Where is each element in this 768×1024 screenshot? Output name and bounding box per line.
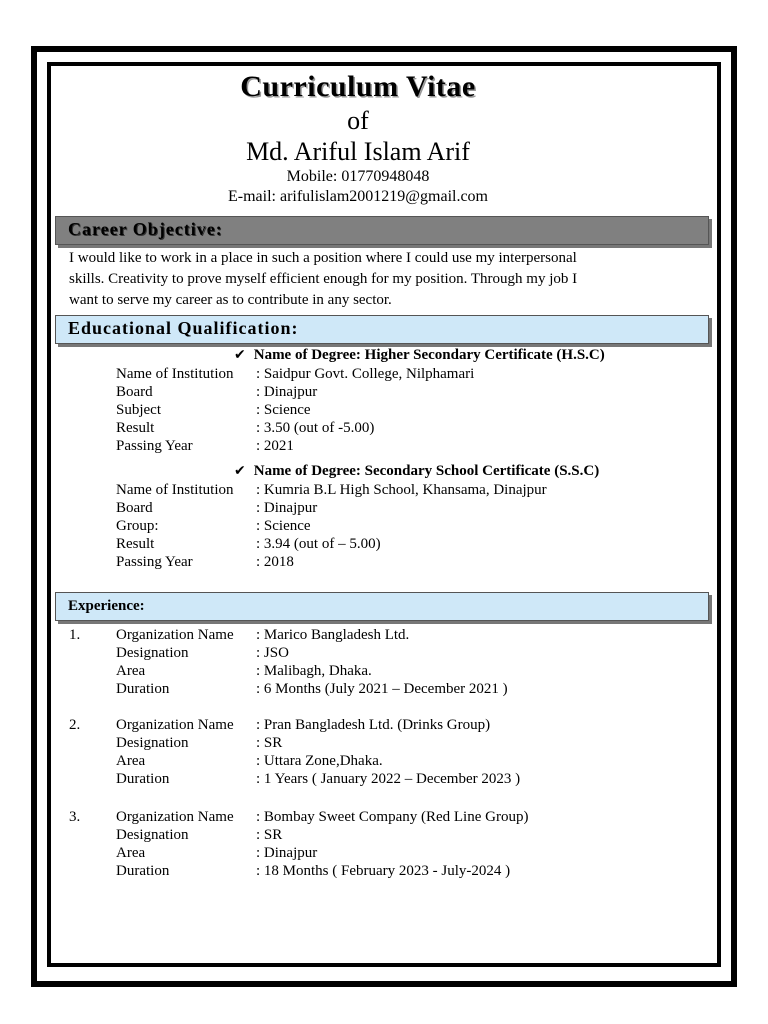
- job-3-label: Designation: [116, 827, 189, 843]
- job-number: 2.: [69, 717, 81, 733]
- hsc-value: : 2021: [256, 438, 294, 454]
- checkmark-icon: ✔: [234, 463, 246, 479]
- job-number: 3.: [69, 809, 81, 825]
- ssc-value: : 3.94 (out of – 5.00): [256, 536, 381, 552]
- hsc-value: : Science: [256, 402, 311, 418]
- job-3-label: Area: [116, 845, 146, 861]
- degree-title-text: Name of Degree: Secondary School Certificate (S.S.C): [253, 463, 600, 479]
- job-3-label: Organization Name: [116, 809, 234, 825]
- degree-title-hsc: [234, 347, 605, 364]
- hsc-label: Board: [116, 384, 153, 400]
- job-3-value: : Bombay Sweet Company (Red Line Group): [256, 809, 529, 825]
- ssc-value: : Dinajpur: [256, 500, 318, 516]
- career-line-3: want to serve my career as to contribute in any sector.: [69, 292, 392, 308]
- hsc-label: Subject: [116, 402, 161, 418]
- career-line-1: I would like to work in a place in such a position where I could use my interpersonal: [69, 250, 577, 266]
- checkmark-icon: ✔: [234, 347, 246, 363]
- title-of: of: [347, 106, 369, 135]
- hsc-value: : Saidpur Govt. College, Nilphamari: [256, 366, 475, 382]
- degree-title-ssc: [234, 463, 599, 480]
- job-2-label: Area: [116, 753, 146, 769]
- job-2-value: : SR: [256, 735, 283, 751]
- ssc-value: : Science: [256, 518, 311, 534]
- job-1-label: Designation: [116, 645, 189, 661]
- education-heading: Educational Qualification:: [68, 318, 299, 338]
- document-title: Curriculum Vitae: [240, 70, 476, 103]
- applicant-name: Md. Ariful Islam Arif: [246, 137, 470, 166]
- experience-heading-bar: [55, 592, 709, 621]
- mobile-number: Mobile: 01770948048: [286, 168, 430, 185]
- hsc-value: : Dinajpur: [256, 384, 318, 400]
- job-1-value: : Malibagh, Dhaka.: [256, 663, 372, 679]
- job-1-value: : JSO: [256, 645, 289, 661]
- hsc-value: : 3.50 (out of -5.00): [256, 420, 375, 436]
- hsc-label: Passing Year: [116, 438, 193, 454]
- ssc-label: Name of Institution: [116, 482, 234, 498]
- degree-title-text: Name of Degree: Higher Secondary Certificate (H.S.C): [253, 347, 605, 363]
- career-line-2: skills. Creativity to prove myself efficient enough for my position. Through my job I: [69, 271, 578, 287]
- ssc-label: Group:: [116, 518, 159, 534]
- ssc-label: Board: [116, 500, 153, 516]
- job-1-label: Organization Name: [116, 627, 234, 643]
- job-3-value: : Dinajpur: [256, 845, 318, 861]
- job-1-value: : 6 Months (July 2021 – December 2021 ): [256, 681, 508, 697]
- career-objective-heading-bar: [55, 216, 709, 245]
- hsc-label: Name of Institution: [116, 366, 234, 382]
- job-2-value: : Pran Bangladesh Ltd. (Drinks Group): [256, 717, 491, 733]
- job-number: 1.: [69, 627, 81, 643]
- experience-heading: Experience:: [68, 598, 145, 614]
- job-1-label: Area: [116, 663, 146, 679]
- education-heading-bar: [55, 315, 709, 344]
- hsc-label: Result: [116, 420, 155, 436]
- job-3-value: : 18 Months ( February 2023 - July-2024 ): [256, 863, 511, 879]
- ssc-value: : 2018: [256, 554, 294, 570]
- job-2-label: Duration: [116, 771, 170, 787]
- job-2-label: Organization Name: [116, 717, 234, 733]
- ssc-value: : Kumria B.L High School, Khansama, Dinajpur: [256, 482, 547, 498]
- job-2-label: Designation: [116, 735, 189, 751]
- email-address: E-mail: arifulislam2001219@gmail.com: [227, 188, 488, 205]
- job-1-label: Duration: [116, 681, 170, 697]
- career-objective-heading: Career Objective:: [68, 219, 223, 239]
- job-2-value: : 1 Years ( January 2022 – December 2023 ): [256, 771, 521, 787]
- ssc-label: Result: [116, 536, 155, 552]
- job-3-value: : SR: [256, 827, 283, 843]
- ssc-label: Passing Year: [116, 554, 193, 570]
- job-3-label: Duration: [116, 863, 170, 879]
- job-1-value: : Marico Bangladesh Ltd.: [256, 627, 410, 643]
- job-2-value: : Uttara Zone,Dhaka.: [256, 753, 383, 769]
